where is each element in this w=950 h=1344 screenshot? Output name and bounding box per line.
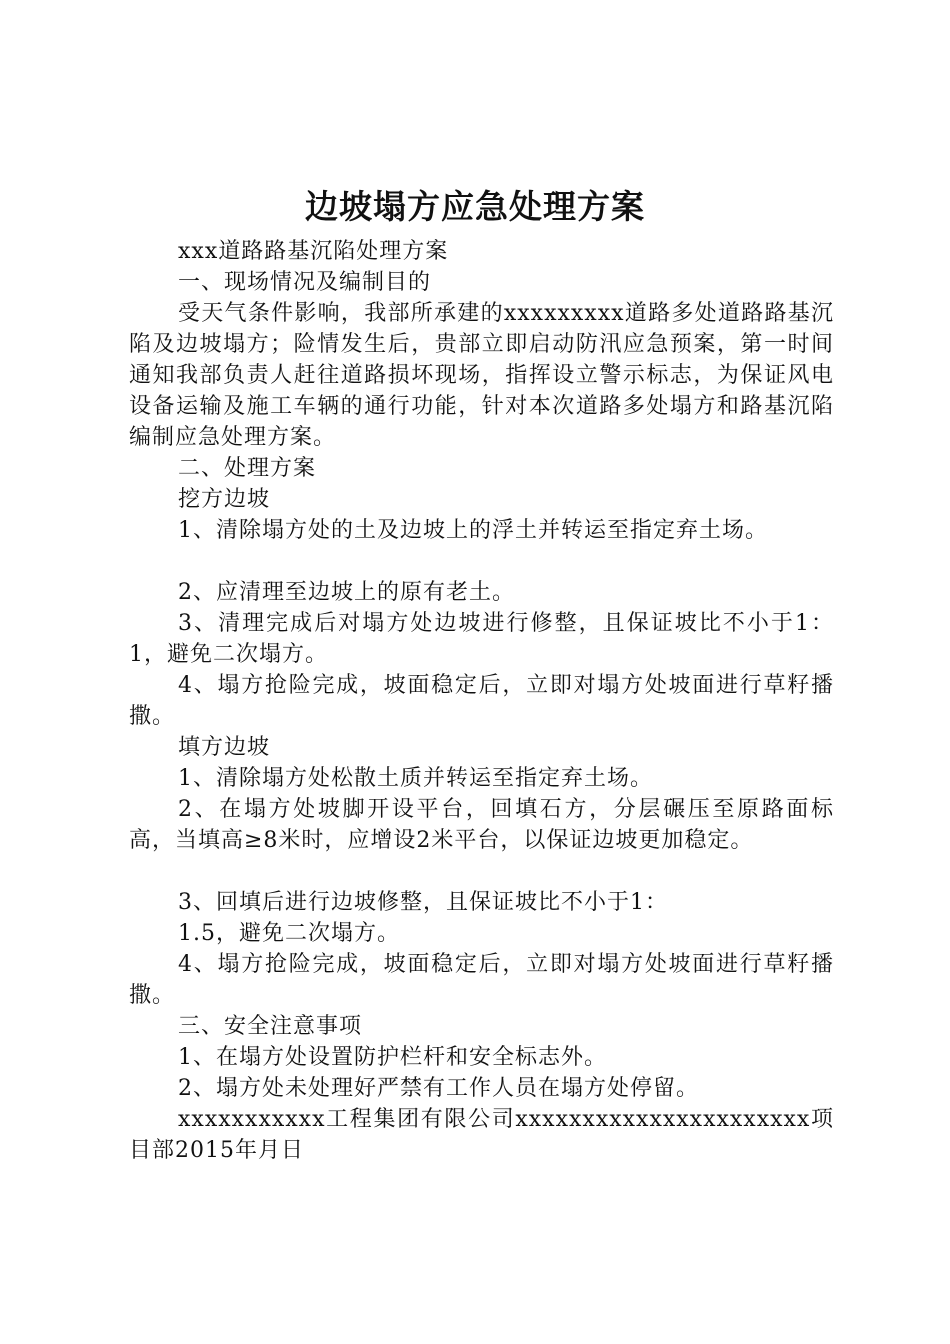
list-item-fill-1: 1、清除塌方处松散土质并转运至指定弃土场。 (178, 766, 653, 791)
paragraph-situation: 受天气条件影响，我部所承建的xxxxxxxxx道路多处道路路基沉陷及边坡塌方；险情发生后，贵部立即启动防汛应急预案，第一时间通知我部负责人赶往道路损坏现场，指挥设立警示标志，为保证风电设备运输及施工车辆的通行功能，针对本次道路多处塌方和路基沉陷编制应急处理方案。 (129, 301, 834, 450)
list-item-cut-2: 2、应清理至边坡上的原有老土。 (178, 580, 515, 605)
section-heading-3: 三、安全注意事项 (178, 1014, 363, 1039)
list-item-fill-2: 2、在塌方处坡脚开设平台，回填石方，分层碾压至原路面标高，当填高≥8米时，应增设2米平台，以保证边坡更加稳定。 (129, 797, 834, 853)
list-item-safety-1: 1、在塌方处设置防护栏杆和安全标志外。 (178, 1045, 607, 1070)
subheading-cut-slope: 挖方边坡 (178, 487, 271, 512)
signature-line: xxxxxxxxxxx工程集团有限公司xxxxxxxxxxxxxxxxxxxxxx项目部2015年月日 (129, 1107, 834, 1163)
list-item-cut-4: 4、塌方抢险完成，坡面稳定后，立即对塌方处坡面进行草籽播撒。 (129, 673, 834, 729)
list-item-safety-2: 2、塌方处未处理好严禁有工作人员在塌方处停留。 (178, 1076, 699, 1101)
document-title: 边坡塌方应急处理方案 (305, 187, 645, 226)
section-heading-2: 二、处理方案 (178, 456, 317, 481)
section-heading-1: 一、现场情况及编制目的 (178, 270, 432, 295)
list-item-fill-3-cont: 1.5，避免二次塌方。 (178, 921, 400, 946)
document-body (129, 236, 834, 1166)
list-item-fill-3: 3、回填后进行边坡修整，且保证坡比不小于1： (178, 890, 668, 915)
paragraph-subtitle: xxx道路路基沉陷处理方案 (178, 239, 449, 264)
list-item-fill-4: 4、塌方抢险完成，坡面稳定后，立即对塌方处坡面进行草籽播撒。 (129, 952, 834, 1008)
list-item-cut-3: 3、清理完成后对塌方处边坡进行修整，且保证坡比不小于1：1，避免二次塌方。 (129, 611, 834, 667)
subheading-fill-slope: 填方边坡 (178, 735, 271, 760)
list-item-cut-1: 1、清除塌方处的土及边坡上的浮土并转运至指定弃土场。 (178, 518, 768, 543)
